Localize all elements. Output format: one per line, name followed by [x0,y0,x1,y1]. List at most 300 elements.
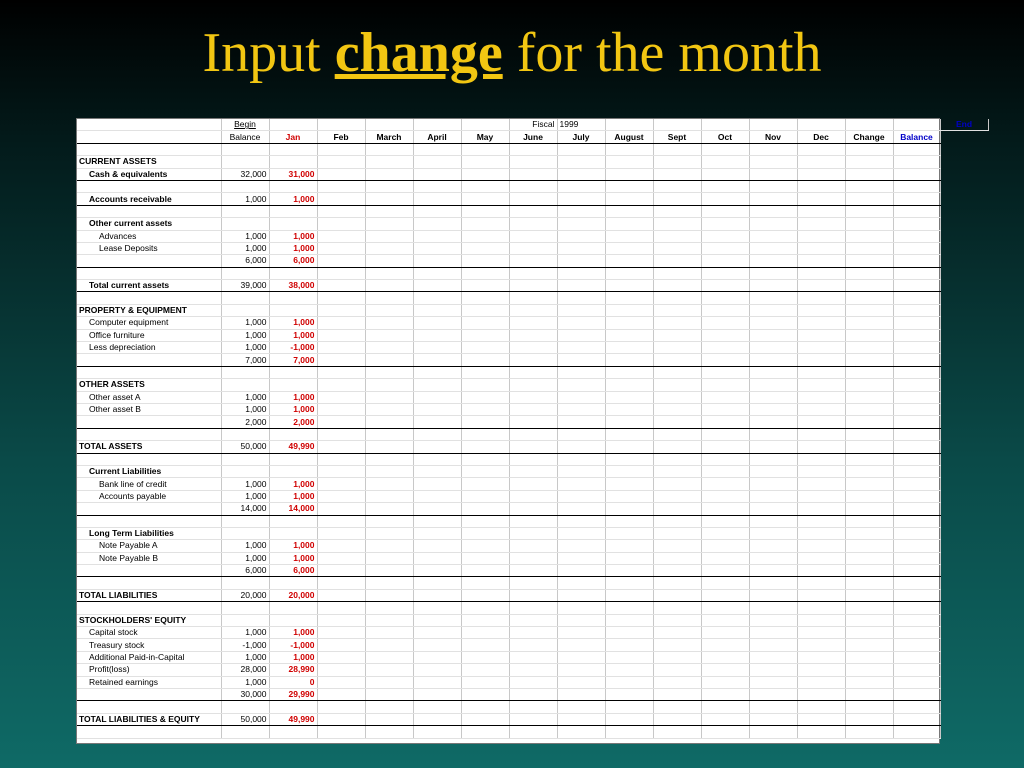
sept-cell[interactable] [653,193,701,205]
change-cell[interactable] [845,441,893,453]
july-cell[interactable] [557,280,605,292]
oct-cell[interactable] [701,688,749,700]
april-cell[interactable] [413,713,461,725]
row-label-cell[interactable]: Total current assets [77,280,221,292]
may-cell[interactable] [461,664,509,676]
end-balance-cell[interactable] [893,515,940,527]
may-cell[interactable] [461,515,509,527]
april-cell[interactable] [413,465,461,477]
oct-cell[interactable] [701,416,749,428]
jan-change-cell[interactable] [269,515,317,527]
nov-cell[interactable] [749,503,797,515]
sept-cell[interactable] [653,676,701,688]
may-cell[interactable] [461,267,509,279]
july-cell[interactable] [557,453,605,465]
may-cell[interactable] [461,416,509,428]
july-cell[interactable] [557,639,605,651]
feb-cell[interactable] [317,478,365,490]
oct-cell[interactable] [701,478,749,490]
april-cell[interactable] [413,292,461,304]
march-cell[interactable] [365,193,413,205]
end-balance-cell[interactable] [893,428,940,440]
oct-cell[interactable] [701,577,749,589]
june-cell[interactable] [509,242,557,254]
april-cell[interactable] [413,577,461,589]
change-cell[interactable] [845,242,893,254]
nov-cell[interactable] [749,280,797,292]
april-cell[interactable] [413,428,461,440]
end-balance-cell[interactable] [893,565,940,577]
march-cell[interactable] [365,602,413,614]
april-cell[interactable] [413,490,461,502]
may-cell[interactable] [461,428,509,440]
april-cell[interactable] [413,304,461,316]
oct-cell[interactable] [701,490,749,502]
jan-change-cell[interactable]: 49,990 [269,713,317,725]
nov-cell[interactable] [749,317,797,329]
sept-cell[interactable] [653,428,701,440]
feb-cell[interactable] [317,354,365,366]
june-cell[interactable] [509,589,557,601]
dec-cell[interactable] [797,465,845,477]
march-cell[interactable] [365,168,413,180]
may-cell[interactable] [461,391,509,403]
change-cell[interactable] [845,428,893,440]
july-cell[interactable] [557,465,605,477]
header-cell[interactable] [749,119,797,131]
june-cell[interactable] [509,143,557,155]
march-cell[interactable] [365,565,413,577]
begin-balance-cell[interactable]: 1,000 [221,193,269,205]
begin-balance-cell[interactable] [221,614,269,626]
change-cell[interactable] [845,230,893,242]
may-cell[interactable] [461,280,509,292]
sept-cell[interactable] [653,168,701,180]
header-cell[interactable] [413,119,461,131]
march-cell[interactable] [365,478,413,490]
row-label-cell[interactable]: Accounts payable [77,490,221,502]
row-label-cell[interactable] [77,267,221,279]
may-cell[interactable] [461,465,509,477]
may-cell[interactable] [461,329,509,341]
oct-cell[interactable] [701,614,749,626]
oct-cell[interactable] [701,428,749,440]
month-header-may[interactable]: May [461,131,509,143]
change-cell[interactable] [845,552,893,564]
row-label-cell[interactable] [77,577,221,589]
may-cell[interactable] [461,527,509,539]
august-cell[interactable] [605,292,653,304]
july-cell[interactable] [557,317,605,329]
july-cell[interactable] [557,329,605,341]
change-cell[interactable] [845,205,893,217]
end-balance-cell[interactable] [893,503,940,515]
sept-cell[interactable] [653,379,701,391]
oct-cell[interactable] [701,143,749,155]
row-label-cell[interactable] [77,701,221,713]
oct-cell[interactable] [701,168,749,180]
row-label-cell[interactable]: Computer equipment [77,317,221,329]
change-cell[interactable] [845,639,893,651]
august-cell[interactable] [605,713,653,725]
begin-balance-cell[interactable]: 1,000 [221,391,269,403]
sept-cell[interactable] [653,577,701,589]
sept-cell[interactable] [653,218,701,230]
march-cell[interactable] [365,701,413,713]
august-cell[interactable] [605,441,653,453]
change-cell[interactable] [845,218,893,230]
change-cell[interactable] [845,317,893,329]
begin-balance-cell[interactable]: 32,000 [221,168,269,180]
end-balance-cell[interactable] [893,391,940,403]
jan-change-cell[interactable]: 0 [269,676,317,688]
july-cell[interactable] [557,701,605,713]
change-cell[interactable] [845,540,893,552]
end-balance-cell[interactable] [893,441,940,453]
march-cell[interactable] [365,503,413,515]
end-balance-cell[interactable] [893,156,940,168]
feb-cell[interactable] [317,490,365,502]
jan-change-cell[interactable]: 1,000 [269,230,317,242]
june-cell[interactable] [509,503,557,515]
oct-cell[interactable] [701,726,749,738]
feb-cell[interactable] [317,143,365,155]
march-cell[interactable] [365,552,413,564]
july-cell[interactable] [557,478,605,490]
change-cell[interactable] [845,168,893,180]
dec-cell[interactable] [797,379,845,391]
end-balance-cell[interactable] [893,193,940,205]
august-cell[interactable] [605,503,653,515]
feb-cell[interactable] [317,713,365,725]
june-cell[interactable] [509,552,557,564]
july-cell[interactable] [557,577,605,589]
begin-balance-cell[interactable] [221,366,269,378]
end-balance-cell[interactable] [893,416,940,428]
nov-cell[interactable] [749,255,797,267]
end-balance-cell[interactable] [893,143,940,155]
begin-balance-cell[interactable] [221,156,269,168]
dec-cell[interactable] [797,701,845,713]
feb-cell[interactable] [317,205,365,217]
feb-cell[interactable] [317,180,365,192]
nov-cell[interactable] [749,329,797,341]
change-cell[interactable] [845,267,893,279]
begin-header[interactable]: Begin [221,119,269,131]
sept-cell[interactable] [653,453,701,465]
april-cell[interactable] [413,701,461,713]
header-cell[interactable] [317,119,365,131]
jan-change-cell[interactable]: 38,000 [269,280,317,292]
may-cell[interactable] [461,639,509,651]
dec-cell[interactable] [797,218,845,230]
end-balance-cell[interactable] [893,490,940,502]
row-label-cell[interactable]: PROPERTY & EQUIPMENT [77,304,221,316]
june-cell[interactable] [509,304,557,316]
july-cell[interactable] [557,242,605,254]
dec-cell[interactable] [797,651,845,663]
end-balance-cell[interactable] [893,651,940,663]
nov-cell[interactable] [749,428,797,440]
begin-balance-cell[interactable]: 1,000 [221,627,269,639]
august-cell[interactable] [605,627,653,639]
change-cell[interactable] [845,304,893,316]
header-cell[interactable] [605,119,653,131]
begin-balance-cell[interactable] [221,267,269,279]
nov-cell[interactable] [749,267,797,279]
feb-cell[interactable] [317,565,365,577]
march-cell[interactable] [365,329,413,341]
july-cell[interactable] [557,342,605,354]
august-cell[interactable] [605,366,653,378]
feb-cell[interactable] [317,230,365,242]
begin-balance-cell[interactable]: 1,000 [221,342,269,354]
row-label-cell[interactable] [77,602,221,614]
dec-cell[interactable] [797,676,845,688]
jan-change-cell[interactable] [269,366,317,378]
april-cell[interactable] [413,688,461,700]
dec-cell[interactable] [797,713,845,725]
end-balance-cell[interactable] [893,688,940,700]
july-cell[interactable] [557,540,605,552]
feb-cell[interactable] [317,156,365,168]
august-cell[interactable] [605,428,653,440]
july-cell[interactable] [557,565,605,577]
may-cell[interactable] [461,602,509,614]
oct-cell[interactable] [701,193,749,205]
dec-cell[interactable] [797,193,845,205]
april-cell[interactable] [413,267,461,279]
end-balance-cell[interactable] [893,292,940,304]
august-cell[interactable] [605,614,653,626]
feb-cell[interactable] [317,280,365,292]
sept-cell[interactable] [653,156,701,168]
jan-change-cell[interactable]: 1,000 [269,478,317,490]
month-header-april[interactable]: April [413,131,461,143]
sept-cell[interactable] [653,664,701,676]
header-cell[interactable] [845,119,893,131]
august-cell[interactable] [605,403,653,415]
change-cell[interactable] [845,180,893,192]
change-cell[interactable] [845,676,893,688]
june-cell[interactable] [509,193,557,205]
april-cell[interactable] [413,589,461,601]
fiscal-year-header[interactable]: 1999 [557,119,605,131]
march-cell[interactable] [365,379,413,391]
sept-cell[interactable] [653,602,701,614]
july-cell[interactable] [557,354,605,366]
june-cell[interactable] [509,602,557,614]
dec-cell[interactable] [797,317,845,329]
feb-cell[interactable] [317,552,365,564]
end-balance-cell[interactable] [893,540,940,552]
june-cell[interactable] [509,527,557,539]
march-cell[interactable] [365,156,413,168]
begin-balance-cell[interactable] [221,577,269,589]
august-cell[interactable] [605,589,653,601]
month-header-august[interactable]: August [605,131,653,143]
july-cell[interactable] [557,651,605,663]
june-cell[interactable] [509,428,557,440]
row-label-cell[interactable]: Other current assets [77,218,221,230]
june-cell[interactable] [509,267,557,279]
august-cell[interactable] [605,255,653,267]
change-cell[interactable] [845,503,893,515]
row-label-cell[interactable] [77,515,221,527]
sept-cell[interactable] [653,267,701,279]
may-cell[interactable] [461,317,509,329]
may-cell[interactable] [461,490,509,502]
row-label-cell[interactable] [77,453,221,465]
june-cell[interactable] [509,168,557,180]
oct-cell[interactable] [701,503,749,515]
august-cell[interactable] [605,391,653,403]
may-cell[interactable] [461,478,509,490]
april-cell[interactable] [413,540,461,552]
end-balance-cell[interactable] [893,478,940,490]
oct-cell[interactable] [701,205,749,217]
feb-cell[interactable] [317,540,365,552]
feb-cell[interactable] [317,453,365,465]
nov-cell[interactable] [749,614,797,626]
change-cell[interactable] [845,453,893,465]
jan-change-cell[interactable] [269,267,317,279]
sept-cell[interactable] [653,540,701,552]
march-cell[interactable] [365,614,413,626]
dec-cell[interactable] [797,515,845,527]
end-balance-cell[interactable] [893,552,940,564]
oct-cell[interactable] [701,379,749,391]
row-label-cell[interactable]: Bank line of credit [77,478,221,490]
sept-cell[interactable] [653,230,701,242]
begin-balance-cell[interactable] [221,292,269,304]
header-cell[interactable] [365,119,413,131]
dec-cell[interactable] [797,428,845,440]
april-cell[interactable] [413,205,461,217]
march-cell[interactable] [365,317,413,329]
row-label-cell[interactable]: Retained earnings [77,676,221,688]
change-cell[interactable] [845,416,893,428]
change-cell[interactable] [845,465,893,477]
july-cell[interactable] [557,627,605,639]
end-balance-cell[interactable] [893,180,940,192]
july-cell[interactable] [557,255,605,267]
march-cell[interactable] [365,428,413,440]
dec-cell[interactable] [797,527,845,539]
dec-cell[interactable] [797,589,845,601]
may-cell[interactable] [461,713,509,725]
july-cell[interactable] [557,589,605,601]
july-cell[interactable] [557,366,605,378]
oct-cell[interactable] [701,292,749,304]
dec-cell[interactable] [797,627,845,639]
april-cell[interactable] [413,168,461,180]
sept-cell[interactable] [653,701,701,713]
jan-change-cell[interactable]: 1,000 [269,317,317,329]
feb-cell[interactable] [317,304,365,316]
april-cell[interactable] [413,614,461,626]
begin-balance-cell[interactable] [221,527,269,539]
jan-change-cell[interactable]: 6,000 [269,565,317,577]
end-balance-cell[interactable] [893,602,940,614]
end-balance-cell[interactable] [893,168,940,180]
sept-cell[interactable] [653,255,701,267]
nov-cell[interactable] [749,515,797,527]
nov-cell[interactable] [749,527,797,539]
march-cell[interactable] [365,676,413,688]
oct-cell[interactable] [701,453,749,465]
jan-change-cell[interactable] [269,304,317,316]
change-cell[interactable] [845,565,893,577]
march-cell[interactable] [365,527,413,539]
may-cell[interactable] [461,354,509,366]
may-cell[interactable] [461,205,509,217]
dec-cell[interactable] [797,230,845,242]
oct-cell[interactable] [701,342,749,354]
august-cell[interactable] [605,143,653,155]
feb-cell[interactable] [317,614,365,626]
oct-cell[interactable] [701,639,749,651]
end-balance-cell[interactable] [893,664,940,676]
august-cell[interactable] [605,602,653,614]
month-header-sept[interactable]: Sept [653,131,701,143]
feb-cell[interactable] [317,577,365,589]
jan-change-cell[interactable] [269,156,317,168]
end-balance-cell[interactable] [893,403,940,415]
june-cell[interactable] [509,664,557,676]
begin-balance-cell[interactable] [221,453,269,465]
june-cell[interactable] [509,540,557,552]
oct-cell[interactable] [701,602,749,614]
august-cell[interactable] [605,329,653,341]
june-cell[interactable] [509,688,557,700]
august-cell[interactable] [605,218,653,230]
feb-cell[interactable] [317,391,365,403]
feb-cell[interactable] [317,515,365,527]
august-cell[interactable] [605,230,653,242]
change-cell[interactable] [845,329,893,341]
change-cell[interactable] [845,478,893,490]
april-cell[interactable] [413,453,461,465]
march-cell[interactable] [365,577,413,589]
end-balance-cell[interactable] [893,676,940,688]
header-cell[interactable] [797,119,845,131]
feb-cell[interactable] [317,403,365,415]
change-cell[interactable] [845,651,893,663]
may-cell[interactable] [461,614,509,626]
march-cell[interactable] [365,255,413,267]
april-cell[interactable] [413,416,461,428]
july-cell[interactable] [557,416,605,428]
row-label-cell[interactable]: TOTAL LIABILITIES & EQUITY [77,713,221,725]
april-cell[interactable] [413,527,461,539]
april-cell[interactable] [413,676,461,688]
june-cell[interactable] [509,465,557,477]
august-cell[interactable] [605,342,653,354]
month-header-july[interactable]: July [557,131,605,143]
june-cell[interactable] [509,354,557,366]
change-cell[interactable] [845,156,893,168]
dec-cell[interactable] [797,577,845,589]
jan-change-cell[interactable] [269,614,317,626]
end-balance-cell[interactable] [893,218,940,230]
june-cell[interactable] [509,366,557,378]
june-cell[interactable] [509,453,557,465]
sept-cell[interactable] [653,478,701,490]
feb-cell[interactable] [317,527,365,539]
month-header-march[interactable]: March [365,131,413,143]
august-cell[interactable] [605,354,653,366]
